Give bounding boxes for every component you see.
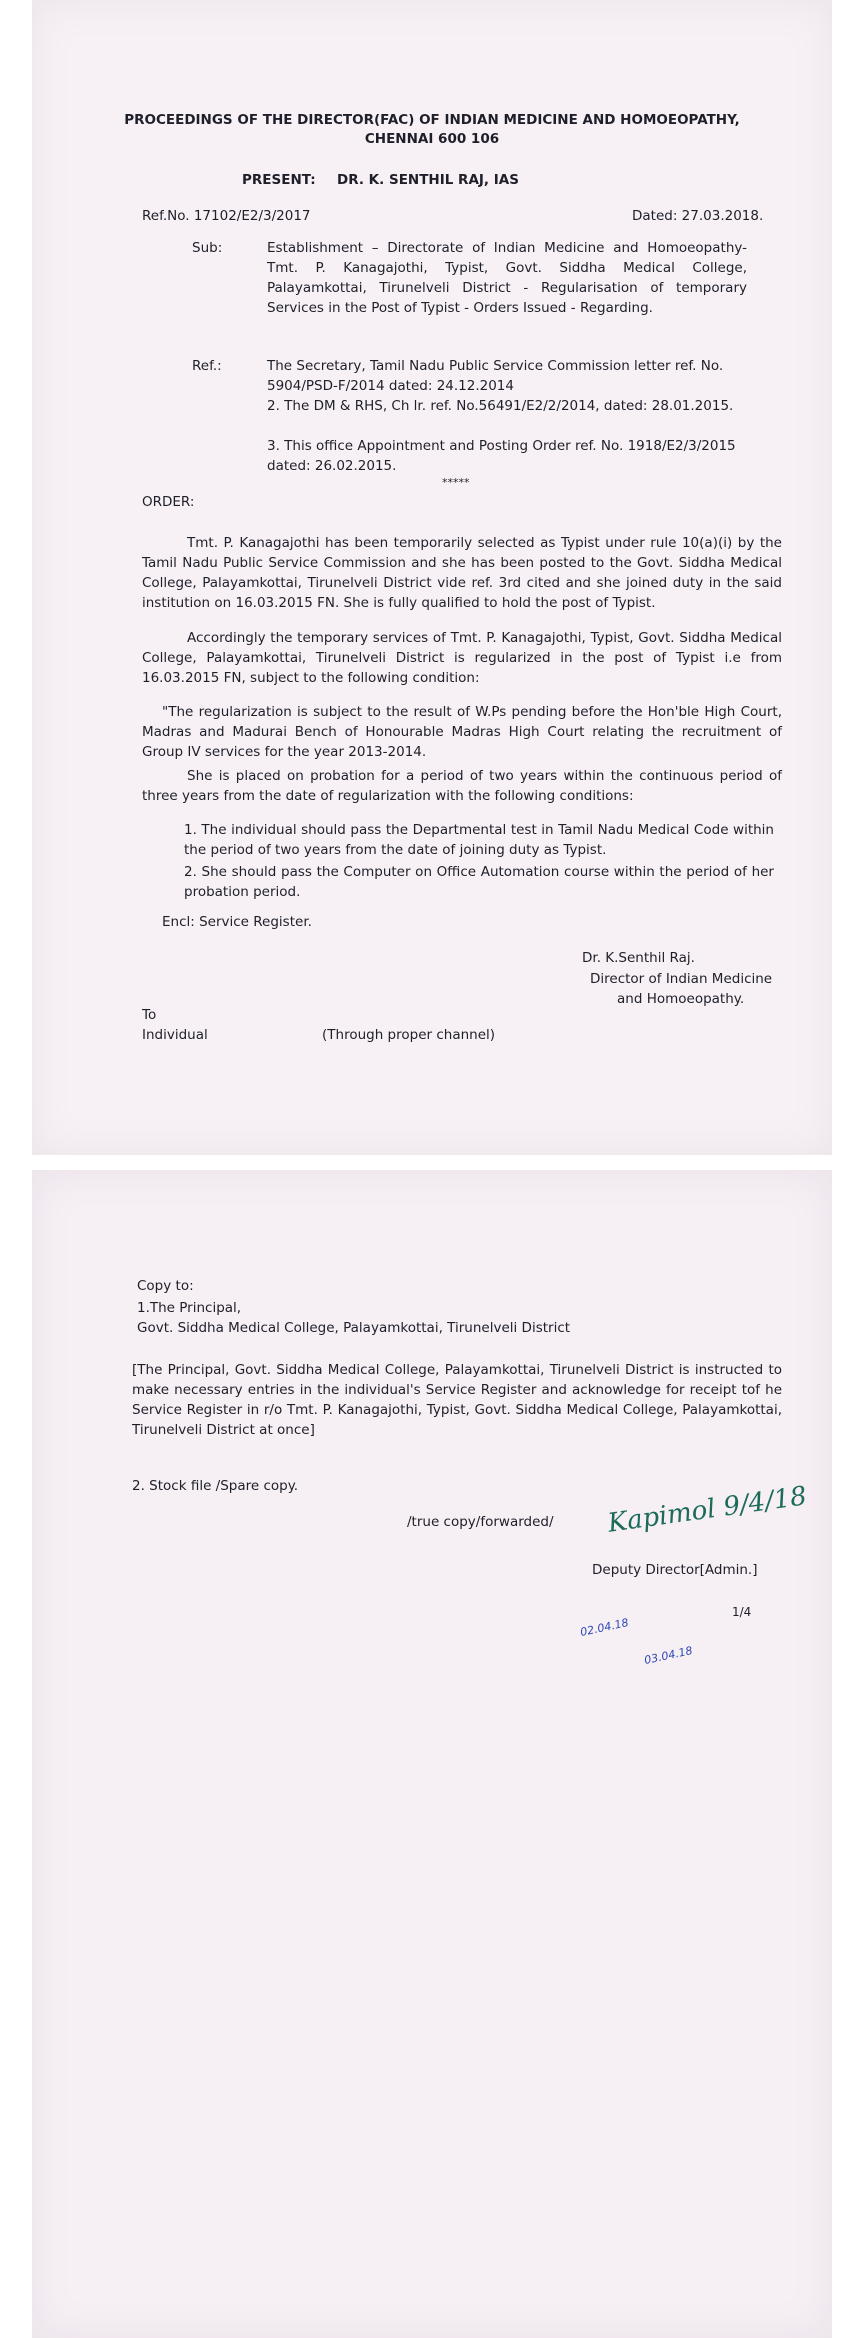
condition-1: 1. The individual should pass the Departmental test in Tamil Nadu Medical Code within the period of two years from the date of joining duty as Typist. — [184, 822, 774, 858]
page-1 — [32, 0, 832, 1155]
condition-2: 2. She should pass the Computer on Office Automation course within the period of her probation period. — [184, 864, 774, 900]
heading-line2: CHENNAI 600 106 — [364, 131, 500, 147]
refs-label: Ref.: — [192, 358, 222, 374]
dated: Dated: 27.03.2018. — [632, 208, 764, 224]
present-label: PRESENT: — [242, 172, 316, 188]
page-mark: 1/4 — [732, 1605, 752, 1619]
subject-text: Establishment – Directorate of Indian Medicine and Homoeopathy- Tmt. P. Kanagajothi, Typist, Govt. Siddha Medical College, Palayamkottai, Tirunelveli District - Regularisation of temporary Services in the Post of Typist - Orders Issued - Regarding. — [267, 240, 747, 316]
to-label: To — [142, 1007, 157, 1023]
enclosure: Encl: Service Register. — [162, 914, 312, 930]
channel-note: (Through proper channel) — [322, 1027, 496, 1043]
reference-3: 3. This office Appointment and Posting Order ref. No. 1918/E2/3/2015 dated: 26.02.2015. — [267, 438, 736, 474]
page-2 — [32, 1170, 832, 2338]
blue-initial-date-2: 03.04.18 — [643, 1644, 694, 1667]
copy-to-label: Copy to: — [137, 1278, 194, 1294]
order-label: ORDER: — [142, 494, 195, 510]
copy-recipient-1b: Govt. Siddha Medical College, Palayamkottai, Tirunelveli District — [137, 1320, 571, 1336]
reference-2: 2. The DM & RHS, Ch lr. ref. No.56491/E2/2/2014, dated: 28.01.2015. — [267, 398, 734, 414]
copy-recipient-2: 2. Stock file /Spare copy. — [132, 1478, 299, 1494]
green-signature: Kapimol 9/4/18 — [605, 1481, 809, 1539]
addressee: Individual — [142, 1027, 208, 1043]
reference-1: The Secretary, Tamil Nadu Public Service Commission letter ref. No. 5904/PSD-F/2014 dated: 24.12.2014 — [267, 358, 724, 394]
para-3: "The regularization is subject to the result of W.Ps pending before the Hon'ble High Court, Madras and Madurai Bench of Honourable Madras High Court relating the recruitment of Group IV services for the year 2013-2014. — [142, 704, 782, 760]
signatory-title-1: Director of Indian Medicine — [590, 971, 773, 987]
true-copy-note: /true copy/forwarded/ — [407, 1514, 554, 1530]
ref-number: Ref.No. 17102/E2/3/2017 — [142, 208, 311, 224]
deputy-director-title: Deputy Director[Admin.] — [592, 1562, 758, 1578]
instruction-text: [The Principal, Govt. Siddha Medical College, Palayamkottai, Tirunelveli District is instructed to make necessary entries in the individual's Service Register and acknowledge for receipt tof he Service Register in r/o Tmt. P. Kanagajothi, Typist, Govt. Siddha Medical College, Palayamkottai, Tirunelveli District at once] — [132, 1362, 782, 1438]
para-2: Accordingly the temporary services of Tmt. P. Kanagajothi, Typist, Govt. Siddha Medical College, Palayamkottai, Tirunelveli District is regularized in the post of Typist i.e from 16.03.2015 FN, subject to the following condition: — [142, 630, 782, 686]
separator-stars: ***** — [442, 476, 470, 489]
signatory-name: Dr. K.Senthil Raj. — [582, 950, 695, 966]
sub-label: Sub: — [192, 240, 223, 256]
heading-line1: PROCEEDINGS OF THE DIRECTOR(FAC) OF INDIAN MEDICINE AND HOMOEOPATHY, — [124, 112, 740, 128]
para-4: She is placed on probation for a period of two years within the continuous period of three years from the date of regularization with the following conditions: — [142, 768, 782, 804]
blue-initial-date-1: 02.04.18 — [579, 1616, 630, 1639]
present-name: DR. K. SENTHIL RAJ, IAS — [337, 172, 519, 188]
copy-recipient-1a: 1.The Principal, — [137, 1300, 242, 1316]
para-1: Tmt. P. Kanagajothi has been temporarily selected as Typist under rule 10(a)(i) by the Tamil Nadu Public Service Commission and she has been posted to the Govt. Siddha Medical College, Palayamkottai, Tirunelveli District vide ref. 3rd cited and she joined duty in the said institution on 16.03.2015 FN. She is fully qualified to hold the post of Typist. — [142, 535, 782, 611]
signatory-title-2: and Homoeopathy. — [617, 991, 745, 1007]
